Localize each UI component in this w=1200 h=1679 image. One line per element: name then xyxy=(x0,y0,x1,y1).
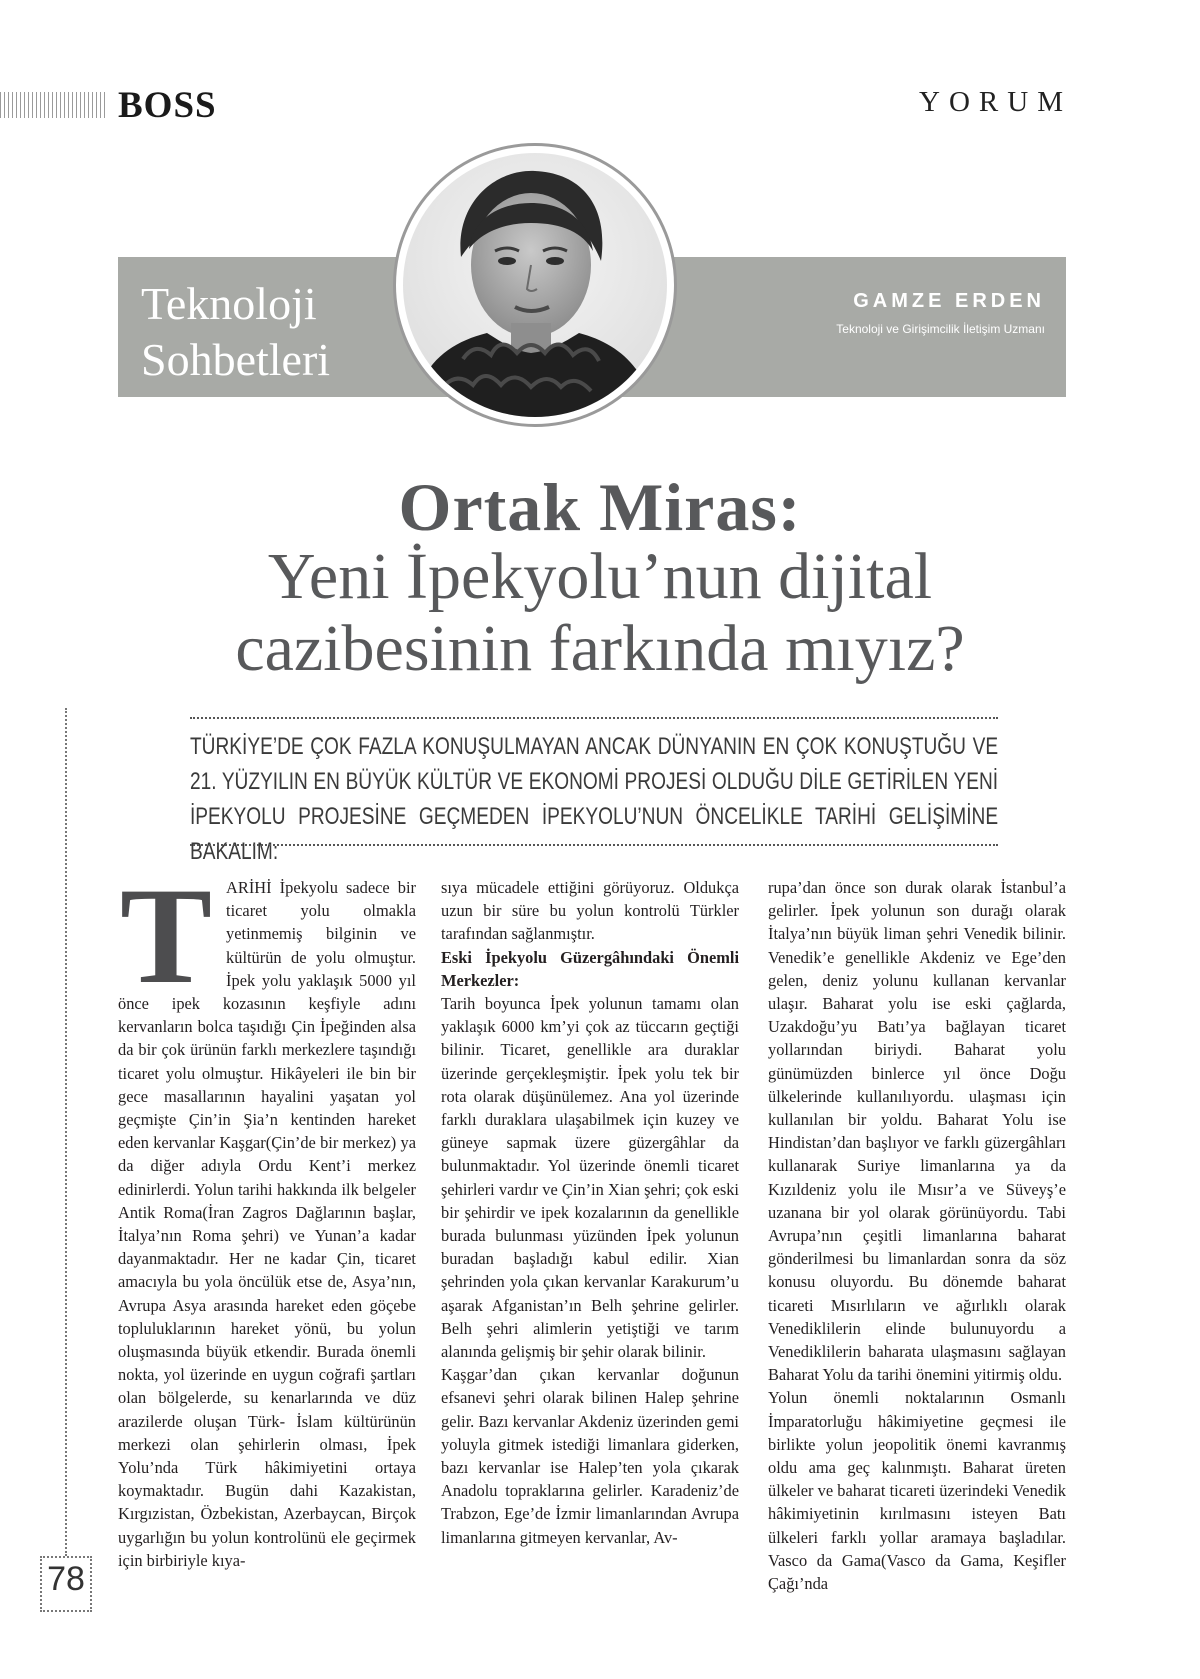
body-paragraph: sıya mücadele ettiğini görüyoruz. Oldukça uzun bir süre bu yolun kontrolü Türkler tarafından sağlanmıştır. xyxy=(441,878,739,944)
headline-sub xyxy=(0,541,1200,685)
page-number: 78 xyxy=(47,1560,85,1598)
author-portrait-illustration xyxy=(403,153,667,417)
body-column-2 xyxy=(441,876,739,1549)
author-role: Teknoloji ve Girişimcilik İletişim Uzmanı xyxy=(836,322,1045,336)
body-paragraph: Yolun önemli noktalarının Osmanlı İmparatorluğu hâkimiyetine geçmesi ile birlikte yolun jeopolitik önemi kavranmış oldu ama geç kalınmıştı. Baharat üreten ülkeler ve baharat ticareti üzerindeki Venedik hâkimiyetinin kırılmasını isteyen Batı ülkeleri farklı yollar aramaya başladılar. Vasco da Gama(Vasco da Gama, Keşifler Çağı’nda xyxy=(768,1388,1066,1594)
lead-paragraph xyxy=(190,729,998,869)
column-title-line2: Sohbetleri xyxy=(141,334,331,385)
body-paragraph: ARİHİ İpekyolu sadece bir ticaret yolu olmakla yetinmemiş bilginin ve kültürün de yolu olmuştur. İpek yolu yaklaşık 5000 yıl önce ipek kozasının keşfiyle adını kervanların bolca taşıdığı Çin İpeğinden alsa da bir çok ürünün farklı merkezlere taşındığı ticaret yolu olmuştur. Hikâyeleri ile bin bir gece masallarının hayalini yaşatan yol geçmişte Çin’in Şia’n kentinden hareket eden kervanlar Kaşgar(Çin’de bir merkez) ya da diğer adıyla Ordu Kent’i merkez edinirlerdi. Yolun tarihi hakkında ilk belgeler Antik Roma(İran Zagros Dağlarının başlar, İtalya’nın Roma şehri) ve Yunan’a kadar dayanmaktadır. Her ne kadar Çin, ticaret amacıyla bu yola öncülük etse de, Asya’nın, Avrupa Asya arasında hareket eden göçebe topluluklarının hareket yönü, bu yolun oluşmasında büyük etkendir. Burada önemli nokta, yol üzerinde en uygun coğrafi şartları olan bölgelerde, su kenarlarında ve düz arazilerde oluşan Türk- İslam kültürünün merkezi olan şehirlerin olması, İpek Yolu’nda Türk hâkimiyetini ortaya koymaktadır. Bugün dahi Kazakistan, Kırgızistan, Özbekistan, Azerbaycan, Birçok uygarlığın bu yolun kontrolünü ele geçirmek için birbiriyle kıya- xyxy=(118,878,416,1570)
headline-sub-line2: cazibesinin farkında mıyız? xyxy=(235,612,965,685)
margin-dotted-line xyxy=(65,708,67,1556)
body-paragraph: rupa’dan önce son durak olarak İstanbul’a gelirler. İpek yolunun son durağı olarak İtalya’nın büyük liman şehri Venedik bilinir. Venedik’e genellikle Akdeniz ve Ege’den gelen, deniz yolunu kullanan kervanlar ulaşır. Baharat yolu ise eski çağlarda, Uzakdoğu’yu Batı’ya bağlayan ticaret yollarından biriydi. Baharat yolu günümüzden binlerce yıl önce Doğu ülkelerinde kullanılıyordu. ulaşması için kullanılan bir yoldu. Baharat Yolu ise Hindistan’dan başlıyor ve farklı güzergâhları kullanarak Suriye limanlarına ya da Kızıldeniz yolu ile Mısır’a ve Süveyş’e uzanana bir yol olarak görünüyordu. Tabi Avrupa’nın çeşitli limanlarına baharat gönderilmesi bu limanlardan sonra da söz konusu oluyordu. Bu dönemde baharat ticareti Mısırlıların ve ağırlıklı olarak Venediklilerin elinde bulunuyordu a Venediklilerin baharata ulaşmasını sağlayan Baharat Yolu da tarihi önemini yitirmiş oldu. xyxy=(768,878,1066,1385)
lead-bottom-divider xyxy=(190,844,998,846)
author-portrait xyxy=(403,153,667,417)
headline-sub-line1: Yeni İpekyolu’nun dijital xyxy=(267,540,933,613)
body-paragraph: Kaşgar’dan çıkan kervanlar doğunun efsanevi şehri olarak bilinen Halep şehrine gelir. Bazı kervanlar Akdeniz üzerinden gemi yoluyla gitmek istediği limanlara giderken, bazı kervanlar ise Halep’ten yola çıkarak Anadolu topraklarına gelirler. Karadeniz’de Trabzon, Ege’de İzmir limanlarından Avrupa limanlarına gitmeyen kervanlar, Av- xyxy=(441,1365,739,1547)
body-paragraph: Tarih boyunca İpek yolunun tamamı olan yaklaşık 6000 km’yi çok az tüccarın geçtiği bilinir. Ticaret, genellikle ara duraklar üzerinde gerçekleşmiştir. İpek yolu tek bir rota olarak düşünülemez. Ana yol üzerinde farklı duraklara ulaşabilmek için kuzey ve güneye sapmak üzere güzergâhlar da bulunmaktadır. Yol üzerinde önemli ticaret şehirleri vardır ve Çin’in Xian şehri; çok eski bir şehirdir ve ipek kozalarının da genellikle burada bulunması yüzünden İpek yolunun buradan başladığı kabul edilir. Xian şehrinden yola çıkan kervanlar Karakurum’u aşarak Afganistan’ın Belh şehrine gelirler. Belh şehri alimlerin yetiştiği ve tarım alanında gelişmiş bir şehir olarak bilinir. xyxy=(441,994,739,1362)
headline-main: Ortak Miras: xyxy=(398,469,802,545)
column-title-line1: Teknoloji xyxy=(141,278,317,329)
magazine-brand: BOSS xyxy=(118,85,217,126)
lead-line: İPEKYOLU PROJESİNE GEÇMEDEN İPEKYOLU’NUN ÖNCELİKLE TARİHİ GELİŞİMİNE BAKALIM: xyxy=(190,803,999,865)
body-subheading: Eski İpekyolu Güzergâhındaki Önemli Merkezler: xyxy=(441,947,739,990)
section-label: YORUM xyxy=(919,86,1072,118)
body-column-3 xyxy=(768,876,1066,1595)
header-decoration-lines xyxy=(0,92,105,118)
lead-line: 21. YÜZYILIN EN BÜYÜK KÜLTÜR VE EKONOMİ PROJESİ OLDUĞU DİLE GETİRİLEN YENİ xyxy=(190,768,999,795)
column-title xyxy=(141,276,401,388)
lead-line: TÜRKİYE’DE ÇOK FAZLA KONUŞULMAYAN ANCAK DÜNYANIN EN ÇOK KONUŞTUĞU VE xyxy=(190,733,999,760)
drop-cap: T xyxy=(120,859,213,1012)
lead-top-divider xyxy=(190,717,998,719)
body-column-1 xyxy=(118,859,416,1572)
author-name: GAMZE ERDEN xyxy=(853,290,1045,312)
